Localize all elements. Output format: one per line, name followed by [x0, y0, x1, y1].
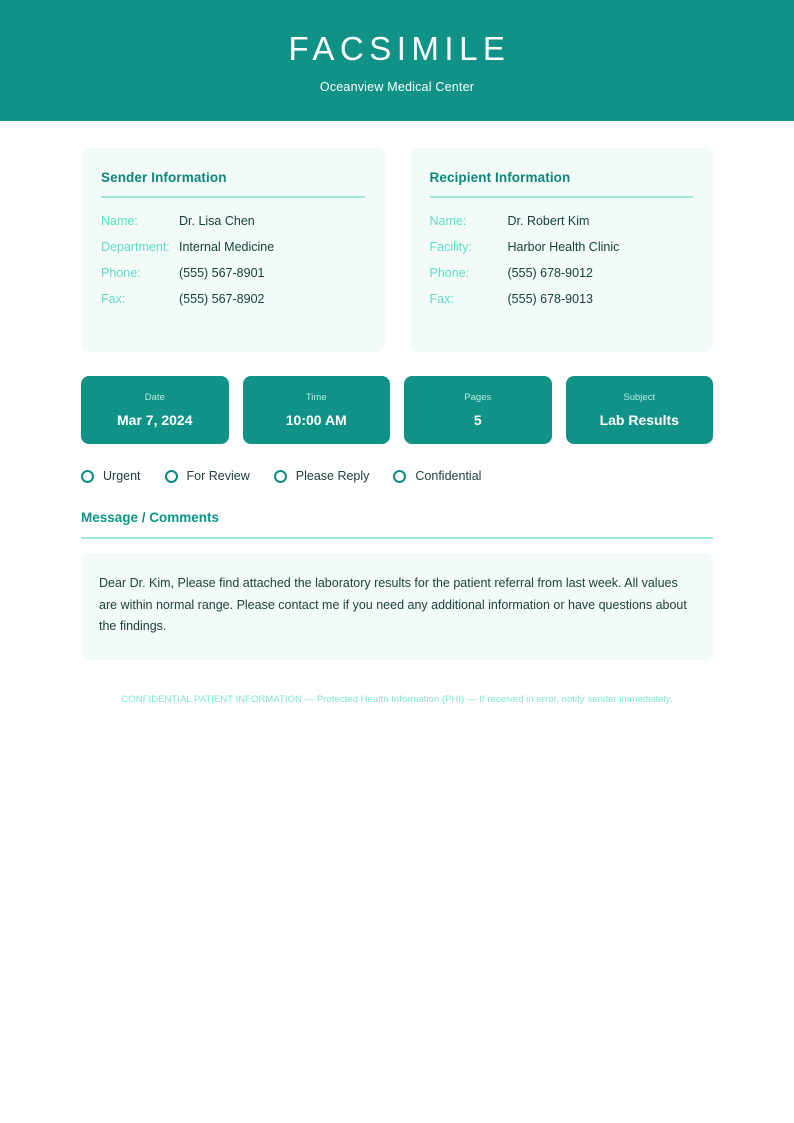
recipient-name-value: Dr. Robert Kim	[507, 214, 590, 228]
radio-circle-icon[interactable]	[393, 470, 406, 483]
sender-information-card	[81, 148, 385, 352]
pages-label: Pages	[464, 391, 492, 403]
contact-cards-row	[81, 148, 713, 352]
subject-value: Lab Results	[599, 412, 679, 429]
recipient-card-heading: Recipient Information	[429, 170, 571, 185]
recipient-facility-row	[430, 240, 694, 254]
recipient-phone-row	[430, 266, 694, 280]
message-section-divider	[81, 537, 713, 539]
option-urgent-label: Urgent	[103, 469, 141, 484]
recipient-name-label: Name:	[429, 214, 467, 228]
option-for-review[interactable]	[165, 470, 250, 483]
option-please-reply[interactable]	[274, 470, 370, 483]
radio-circle-icon[interactable]	[165, 470, 178, 483]
sender-department-label: Department:	[101, 240, 170, 254]
message-body-text: Dear Dr. Kim, Please find attached the laboratory results for the patient referral from last week. All values are within normal range. Please contact me if you need any additional information or have questions about the findings.	[99, 576, 687, 633]
time-label: Time	[305, 391, 327, 403]
recipient-name-row	[430, 214, 694, 228]
time-value: 10:00 AM	[285, 412, 347, 429]
radio-circle-icon[interactable]	[81, 470, 94, 483]
date-label: Date	[144, 391, 165, 403]
sender-card-heading: Sender Information	[101, 170, 227, 185]
option-please-reply-label: Please Reply	[295, 469, 370, 484]
sender-fax-row	[101, 292, 365, 306]
confidentiality-disclaimer: CONFIDENTIAL PATIENT INFORMATION — Protected Health Information (PHI) — If received in error, notify sender immediately.	[121, 693, 673, 705]
sender-name-row	[101, 214, 365, 228]
option-urgent[interactable]	[81, 470, 141, 483]
pages-value: 5	[473, 412, 482, 429]
option-confidential-label: Confidential	[415, 469, 482, 484]
sender-fax-label: Fax:	[101, 292, 126, 306]
recipient-phone-value: (555) 678-9012	[507, 266, 593, 280]
document-header	[0, 0, 794, 121]
date-value: Mar 7, 2024	[117, 412, 193, 429]
delivery-options-row	[81, 470, 713, 483]
sender-name-value: Dr. Lisa Chen	[179, 214, 255, 228]
sender-department-row	[101, 240, 365, 254]
sender-phone-value: (555) 567-8901	[179, 266, 265, 280]
recipient-fax-value: (555) 678-9013	[507, 292, 593, 306]
recipient-facility-label: Facility:	[429, 240, 472, 254]
option-for-review-label: For Review	[186, 469, 250, 484]
sender-phone-label: Phone:	[101, 266, 141, 280]
sender-card-divider	[101, 196, 365, 198]
page-title: FACSIMILE	[288, 29, 511, 67]
recipient-phone-label: Phone:	[429, 266, 470, 280]
document-footer	[81, 694, 713, 705]
recipient-fax-label: Fax:	[429, 292, 454, 306]
transmission-details-row	[81, 376, 713, 444]
sender-fax-value: (555) 567-8902	[179, 292, 265, 306]
recipient-facility-value: Harbor Health Clinic	[507, 240, 620, 254]
message-section-heading: Message / Comments	[81, 510, 220, 525]
recipient-card-divider	[430, 196, 694, 198]
recipient-fax-row	[430, 292, 694, 306]
sender-department-value: Internal Medicine	[179, 240, 275, 254]
radio-circle-icon[interactable]	[274, 470, 287, 483]
document-body	[0, 148, 794, 705]
pages-box	[404, 376, 552, 444]
sender-phone-row	[101, 266, 365, 280]
subject-label: Subject	[623, 391, 656, 403]
organization-name: Oceanview Medical Center	[319, 79, 475, 94]
subject-box	[566, 376, 714, 444]
time-box	[243, 376, 391, 444]
date-box	[81, 376, 229, 444]
sender-name-label: Name:	[101, 214, 138, 228]
option-confidential[interactable]	[393, 470, 481, 483]
recipient-information-card	[410, 148, 714, 352]
message-box	[81, 553, 713, 660]
